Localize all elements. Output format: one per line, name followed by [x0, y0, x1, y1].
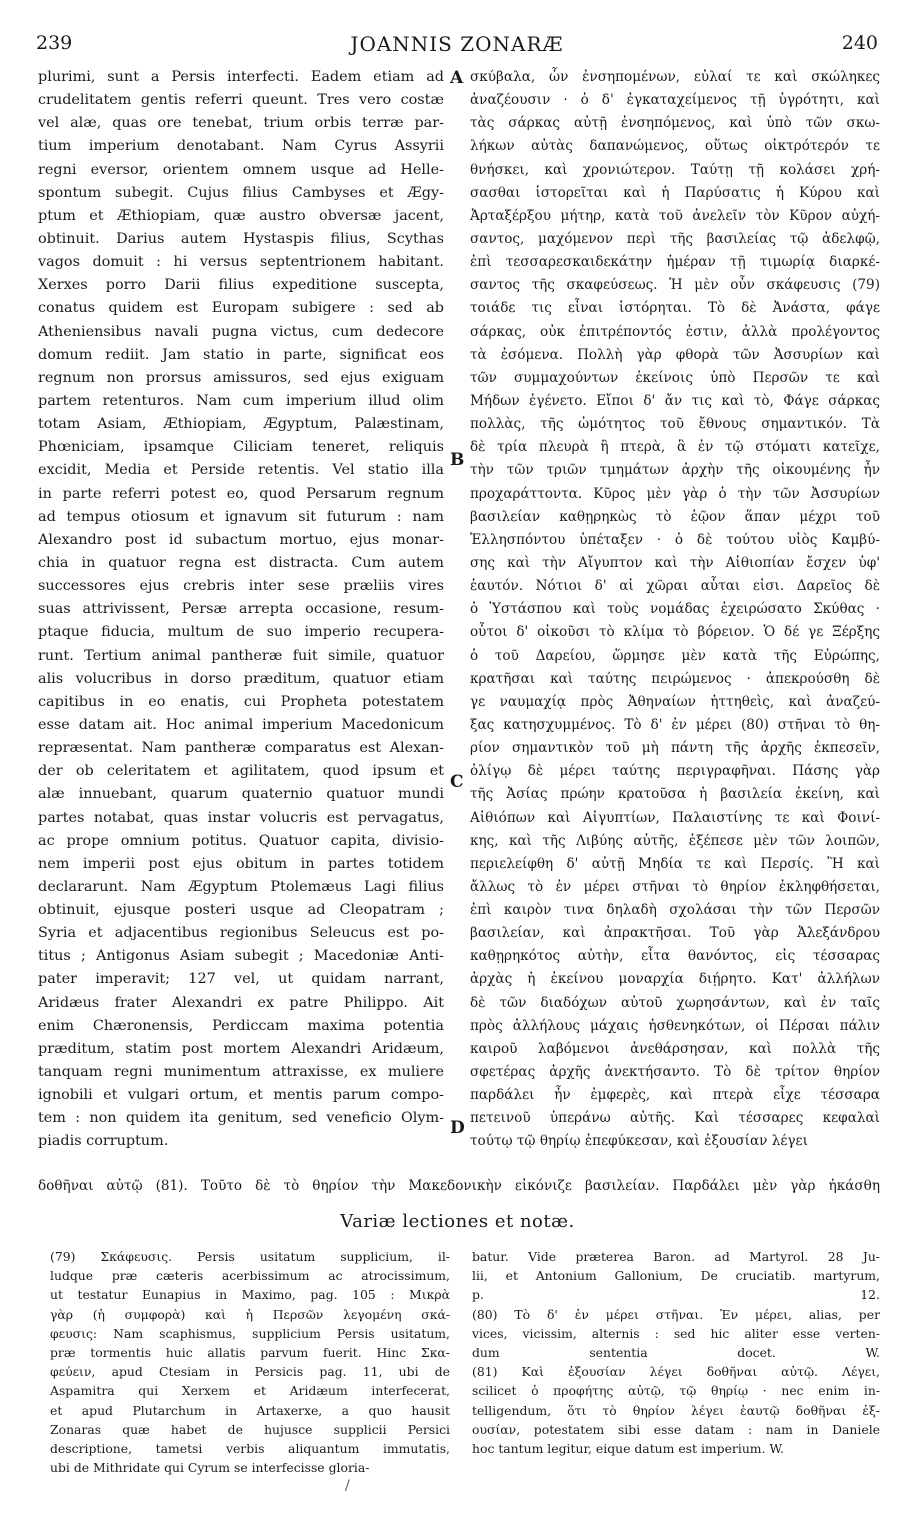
- greek-column: [470, 66, 880, 1154]
- latin-text-line: crudelitatem gentis referri queunt. Tres vero costæ: [38, 92, 444, 109]
- latin-text-line: alis volucribus in dorso præditum, quatuor etiam: [38, 670, 444, 687]
- greek-text-line: τὴν τῶν τριῶν τμημάτων ἀρχὴν τῆς οἰκουμένης ἦν: [470, 462, 880, 479]
- greek-text-line: ὁ τοῦ Δαρείου, ὥρμησε μὲν κατὰ τῆς Εὐρώπης,: [470, 647, 880, 664]
- latin-text-line: tium imperium denotabant. Nam Cyrus Assyrii: [38, 138, 444, 155]
- greek-text-line: σασθαι ἱστορεῖται καὶ ἡ Παρύσατις ἡ Κύρου καὶ: [470, 184, 880, 201]
- margin-marker-a: A: [450, 68, 464, 88]
- note-line: dum sententia docet. W.: [472, 1344, 880, 1360]
- margin-marker-c: C: [450, 772, 464, 792]
- greek-text-line: Αἰθιόπων καὶ Αἰγυπτίων, Παλαιστίνης τε καὶ Φοινί-: [470, 809, 880, 826]
- latin-text-line: Atheniensibus navali pugna victus, cum dedecore: [38, 323, 444, 340]
- greek-text-line: ὁ Ὑστάσπου καὶ τοὺς νομάδας ἐχειρώσατο Σκύθας ·: [470, 601, 880, 618]
- page-number-left: 239: [36, 32, 73, 54]
- greek-text-line: σφετέρας ἀρχῆς ἀνεκτήσαντο. Τὸ δὲ τρίτον θηρίον: [470, 1064, 880, 1081]
- latin-text-line: esse datam ait. Hoc animal imperium Macedonicum: [38, 716, 444, 733]
- greek-text-line: ἐπὶ τεσσαρεσκαιδεκάτην ἡμέραν τῇ τιμωρίᾳ διαρκέ-: [470, 254, 880, 271]
- note-line: γὰρ (ἡ συμφορὰ) καὶ ἡ Περσῶν λεγομένη σκά-: [50, 1306, 450, 1322]
- note-line: (80) Τὸ δ' ἐν μέρει στῆναι. Ἐν μέρει, alias, per: [472, 1306, 880, 1322]
- greek-text-line: τούτῳ τῷ θηρίῳ ἐπεφύκεσαν, καὶ ἐξουσίαν λέγει: [470, 1133, 808, 1150]
- greek-text-line: ρίον σημαντικὸν τοῦ μὴ πάντη τῆς ἀρχῆς ἐκπεσεῖν,: [470, 740, 880, 757]
- note-line: Zonaras quæ habet de hujusce supplicii Persici: [50, 1421, 450, 1437]
- latin-text-line: obtinuit. Darius autem Hystaspis filius, Scythas: [38, 230, 444, 247]
- latin-text-line: piadis corruptum.: [38, 1133, 169, 1150]
- latin-text-line: excidit, Media et Perside retentis. Vel statio illa: [38, 462, 444, 479]
- greek-text-line: δὲ τῶν διαδόχων αὐτοῦ χωρησάντων, καὶ ἐν ταῖς: [470, 994, 880, 1011]
- greek-text-line: κρατῆσαι καὶ ταύτης πειρώμενος · ἀπεκρούσθη δὲ: [470, 670, 880, 687]
- note-line: ουσίαν, potestatem sibi esse datam : nam in Daniele: [472, 1421, 880, 1437]
- note-line: et apud Plutarchum in Artaxerxe, a quo hausit: [50, 1402, 450, 1418]
- latin-text-line: conatus quidem est Europam subigere : sed ab: [38, 300, 444, 317]
- latin-text-line: nem imperii post ejus obitum in partes totidem: [38, 855, 444, 872]
- note-line: ludque præ cæteris acerbissimum ac atrocissimum,: [50, 1268, 450, 1284]
- latin-text-line: pater imperavit; 127 vel, ut quidam narrant,: [38, 971, 444, 988]
- note-line: hoc tantum legitur, eique datum est imperium. W.: [472, 1440, 784, 1456]
- greek-text-line: πρὸς ἀλλήλους μάχαις ἠσθενηκότων, οἱ Πέρσαι πάλιν: [470, 1017, 880, 1034]
- greek-text-line: βασιλείαν, καὶ ἀπρακτῆσαι. Τοῦ γὰρ Ἀλεξάνδρου: [470, 925, 880, 942]
- greek-text-line: ὀλίγῳ δὲ μέρει ταύτης περιγραφῆναι. Πάσης γὰρ: [470, 763, 880, 780]
- latin-text-line: enim Chæronensis, Perdiccam maxima potentia: [38, 1017, 444, 1034]
- notes-left-column: [50, 1247, 450, 1477]
- latin-text-line: successores ejus crebris inter sese præliis vires: [38, 578, 444, 595]
- notes-right-column: [472, 1247, 880, 1458]
- latin-text-line: Syria et adjacentibus regionibus Seleucus est po-: [38, 925, 444, 942]
- note-line: ut testatur Eunapius in Maximo, pag. 105 : Μικρὰ: [50, 1287, 450, 1303]
- greek-text-line: κης, καὶ τῆς Λιβύης αὐτῆς, ἐξέπεσε μὲν τῶν λοιπῶν,: [470, 832, 880, 849]
- latin-text-line: plurimi, sunt a Persis interfecti. Eadem etiam ad: [38, 69, 444, 85]
- greek-text-line: γε ναυμαχίᾳ πρὸς Ἀθηναίων ἡττηθεὶς, καὶ ἀναζεύ-: [470, 693, 880, 710]
- note-line: descriptione, tametsi verbis aliquantum immutatis,: [50, 1440, 450, 1456]
- greek-text-line: σάρκας, οὐκ ἐπιτρέποντός ἐστιν, ἀλλὰ προλέγοντος: [470, 323, 880, 340]
- page-number-right: 240: [841, 32, 878, 54]
- greek-text-line: περιελείφθη δ' αὐτῇ Μηδία τε καὶ Περσίς. Ἢ καὶ: [470, 855, 880, 872]
- note-line: φευσις: Nam scaphismus, supplicium Persis usitatum,: [50, 1325, 450, 1341]
- latin-text-line: capitibus in eo enatis, cui Propheta potestatem: [38, 693, 444, 710]
- greek-text-line: πετεινοῦ ὑπεράνω αὐτῆς. Καὶ τέσσαρες κεφαλαὶ: [470, 1110, 880, 1127]
- greek-text-line: παρδάλει ἦν ἐμφερὲς, καὶ πτερὰ εἶχε τέσσαρα: [470, 1087, 880, 1104]
- running-header: [36, 32, 878, 58]
- latin-text-line: partem retenturos. Nam cum imperium illud olim: [38, 392, 444, 409]
- note-line: (79) Σκάφευσις. Persis usitatum supplicium, il-: [50, 1249, 450, 1264]
- greek-text-line: σαντος τῆς σκαφεύσεως. Ἡ μὲν οὖν σκάφευσις (79): [470, 277, 880, 294]
- greek-text-line: ἑαυτόν. Νότιοι δ' αἱ χῶραι αὗται εἰσι. Δαρεῖος δὲ: [470, 578, 880, 595]
- greek-text-line: ἄλλως τὸ ἐν μέρει στῆναι τὸ θηρίον ἐκληφθήσεται,: [470, 878, 880, 895]
- greek-text-line: Ἀρταξέρξου μήτηρ, κατὰ τοῦ ἀνελεῖν τὸν Κῦρον αὐχή-: [470, 207, 880, 224]
- latin-text-line: in parte referri potest eo, quod Persarum regnum: [38, 485, 444, 502]
- running-title: JOANNIS ZONARÆ: [350, 32, 564, 56]
- greek-text-line: ξας κατησχυμμένος. Τὸ δ' ἐν μέρει (80) στῆναι τὸ θη-: [470, 716, 880, 733]
- latin-text-line: totam Asiam, Æthiopiam, Ægyptum, Palæstinam,: [38, 416, 444, 433]
- latin-text-line: Alexandro post id subactum mortuo, ejus monar-: [38, 531, 444, 548]
- latin-text-line: spontum subegit. Cujus filius Cambyses et Ægy-: [38, 184, 444, 201]
- latin-text-line: tanquam regni munimentum attraxisse, ex muliere: [38, 1064, 444, 1081]
- greek-text-line: Μήδων ἐγένετο. Εἴποι δ' ἄν τις καὶ τὸ, Φάγε σάρκας: [470, 392, 880, 409]
- note-line: p. 12.: [472, 1287, 880, 1303]
- greek-text-line: σης καὶ τὴν Αἴγυπτον καὶ τὴν Αἰθιοπίαν ἔσχεν ὑφ': [470, 554, 880, 571]
- margin-marker-b: B: [450, 450, 465, 470]
- latin-text-line: repræsentat. Nam pantheræ comparatus est Alexan-: [38, 740, 444, 757]
- greek-text-line: τὰς σάρκας αὐτῇ ἐνσηπόμενος, καὶ ὑπὸ τῶν σκω-: [470, 115, 880, 132]
- stray-mark: /: [345, 1478, 350, 1494]
- greek-text-line: θνήσκει, καὶ χρονιώτερον. Ταύτῃ τῇ κολάσει χρή-: [470, 161, 880, 178]
- note-line: Aspamitra qui Xerxem et Aridæum interfecerat,: [50, 1383, 450, 1399]
- latin-text-line: ad tempus otiosum et ignavum sit futurum : nam: [38, 508, 444, 525]
- margin-marker-d: D: [450, 1118, 465, 1138]
- latin-text-line: ac prope omnium potitus. Quatuor capita, divisio-: [38, 832, 444, 849]
- greek-text-line: Ἑλλησπόντου ὑπέταξεν · ὁ δὲ τούτου υἱὸς Καμβύ-: [470, 531, 880, 548]
- note-line: ubi de Mithridate qui Cyrum se interfecisse gloria-: [50, 1460, 370, 1476]
- note-line: scilicet ὁ προφήτης αὐτῷ, τῷ θηρίῳ · nec enim in-: [472, 1383, 880, 1399]
- greek-text-line: οὗτοι δ' οἰκοῦσι τὸ κλίμα τὸ βόρειον. Ὁ δέ γε Ξέρξης: [470, 624, 880, 641]
- greek-text-line: πολλὰς, τῆς ὠμότητος τοῦ ἔθνους σημαντικόν. Τὰ: [470, 416, 880, 433]
- greek-text-line: προχαράττοντα. Κῦρος μὲν γὰρ ὁ τὴν τῶν Ἀσσυρίων: [470, 485, 880, 502]
- note-line: (81) Καὶ ἐξουσίαν λέγει δοθῆναι αὐτῷ. Λέγει,: [472, 1364, 880, 1380]
- latin-text-line: vel alæ, quas ore tenebat, trium orbis terræ par-: [38, 115, 444, 132]
- greek-text-line: ἀρχὰς ἡ ἐκείνου μοναρχία διῄρητο. Κατ' ἀλλήλων: [470, 971, 880, 988]
- latin-text-line: vagos domuit : hi versus septentrionem habitant.: [38, 254, 444, 271]
- greek-text-line: σαντος, μαχόμενον περὶ τῆς βασιλείας τῷ ἀδελφῷ,: [470, 230, 880, 247]
- latin-text-line: chia in quatuor regna est distracta. Cum autem: [38, 554, 444, 571]
- greek-text-line: ἀναζέουσιν · ὁ δ' ἐγκαταχείμενος τῇ ὑγρότητι, καὶ: [470, 92, 880, 109]
- greek-text-line: ἐπὶ καιρὸν τινα δηλαδὴ σχολάσαι τὴν τῶν Περσῶν: [470, 902, 880, 919]
- greek-text-line: δὲ τρία πλευρὰ ἢ πτερὰ, ἃ ἐν τῷ στόματι κατεῖχε,: [470, 439, 880, 456]
- greek-text-line: σκύβαλα, ὧν ἐνσηπομένων, εὐλαί τε καὶ σκώληκες: [470, 69, 880, 85]
- greek-text-line: τῆς Ἀσίας πρώην κρατοῦσα ἡ βασιλεία ἐκείνη, καὶ: [470, 786, 880, 803]
- greek-text-line: τὰ ἐσόμενα. Πολλὴ γὰρ φθορὰ τῶν Ἀσσυρίων καὶ: [470, 346, 880, 363]
- latin-text-line: tem : non quidem ita genitum, sed veneficio Olym-: [38, 1110, 444, 1127]
- greek-text-line: λήκων αὐτὰς δαπανώμενος, οὕτως οἰκτρότερόν τε: [470, 138, 880, 155]
- latin-text-line: regnum non prorsus amissuros, sed ejus exiguam: [38, 369, 444, 386]
- notes-heading: Variæ lectiones et notæ.: [340, 1211, 575, 1232]
- latin-text-line: Phœniciam, ipsamque Ciliciam teneret, reliquis: [38, 439, 444, 456]
- latin-text-line: titus ; Antigonus Asiam subegit ; Macedoniæ Anti-: [38, 948, 444, 965]
- latin-text-line: regni eversor, orientem omnem usque ad Helle-: [38, 161, 444, 178]
- greek-text-line: βασιλείαν καθῃρηκὼς τὸ ἑῷον ἅπαν μέχρι τοῦ: [470, 508, 880, 525]
- note-line: præ tormentis huic allatis parvum fuerit. Hinc Σκα-: [50, 1344, 450, 1360]
- latin-text-line: domum rediit. Jam statio in parte, significat eos: [38, 346, 444, 363]
- greek-text-line: τῶν συμμαχούντων ἐκείνοις ὑπὸ Περσῶν τε καὶ: [470, 369, 880, 386]
- note-line: vices, vicissim, alternis : sed hic aliter esse verten-: [472, 1325, 880, 1341]
- latin-text-line: Xerxes porro Darii filius expeditione suscepta,: [38, 277, 444, 294]
- note-line: φεύειν, apud Ctesiam in Persicis pag. 11, ubi de: [50, 1364, 450, 1380]
- full-width-line: δοθῆναι αὐτῷ (81). Τοῦτο δὲ τὸ θηρίον τὴν Μακεδονικὴν εἰκόνιζε βασιλείαν. Παρδάλει μὲν γὰρ ἠκάσθη: [38, 1178, 880, 1194]
- latin-text-line: suas attrivissent, Persæ arrepta occasione, resum-: [38, 601, 444, 618]
- latin-text-line: partes notabat, quas instar volucris est pervagatus,: [38, 809, 444, 826]
- greek-text-line: καιροῦ λαβόμενοι ἀνεθάρσησαν, καὶ πολλὰ τῆς: [470, 1040, 880, 1057]
- latin-text-line: declararunt. Nam Ægyptum Ptolemæus Lagi filius: [38, 878, 444, 895]
- latin-text-line: alæ innuebant, quarum quaternio quatuor mundi: [38, 786, 444, 803]
- latin-text-line: ignobili et vulgari ortum, et mentis parum compo-: [38, 1087, 444, 1104]
- greek-text-line: καθῃρηκότος αὐτὴν, εἶτα θανόντος, εἰς τέσσαρας: [470, 948, 880, 965]
- latin-text-line: ptaque fiducia, multum de suo imperio recupera-: [38, 624, 444, 641]
- latin-text-line: runt. Tertium animal pantheræ fuit simile, quatuor: [38, 647, 444, 664]
- note-line: batur. Vide præterea Baron. ad Martyrol. 28 Ju-: [472, 1249, 880, 1264]
- greek-text-line: τοιάδε τις εἶναι ἱστόρηται. Τὸ δὲ Ἀνάστα, φάγε: [470, 300, 880, 317]
- latin-text-line: præditum, statim post mortem Alexandri Aridæum,: [38, 1040, 444, 1057]
- latin-column: [38, 66, 444, 1154]
- latin-text-line: obtinuit, ejusque posteri usque ad Cleopatram ;: [38, 902, 444, 919]
- note-line: lii, et Antonium Gallonium, De cruciatib. martyrum,: [472, 1268, 880, 1284]
- latin-text-line: Aridæus frater Alexandri ex patre Philippo. Ait: [38, 994, 444, 1011]
- note-line: telligendum, ὅτι τὸ θηρίον λέγει ἑαυτῷ δοθῆναι ἐξ-: [472, 1402, 880, 1418]
- latin-text-line: der ob celeritatem et agilitatem, quod ipsum et: [38, 763, 444, 780]
- latin-text-line: ptum et Æthiopiam, quæ austro obversæ jacent,: [38, 207, 444, 224]
